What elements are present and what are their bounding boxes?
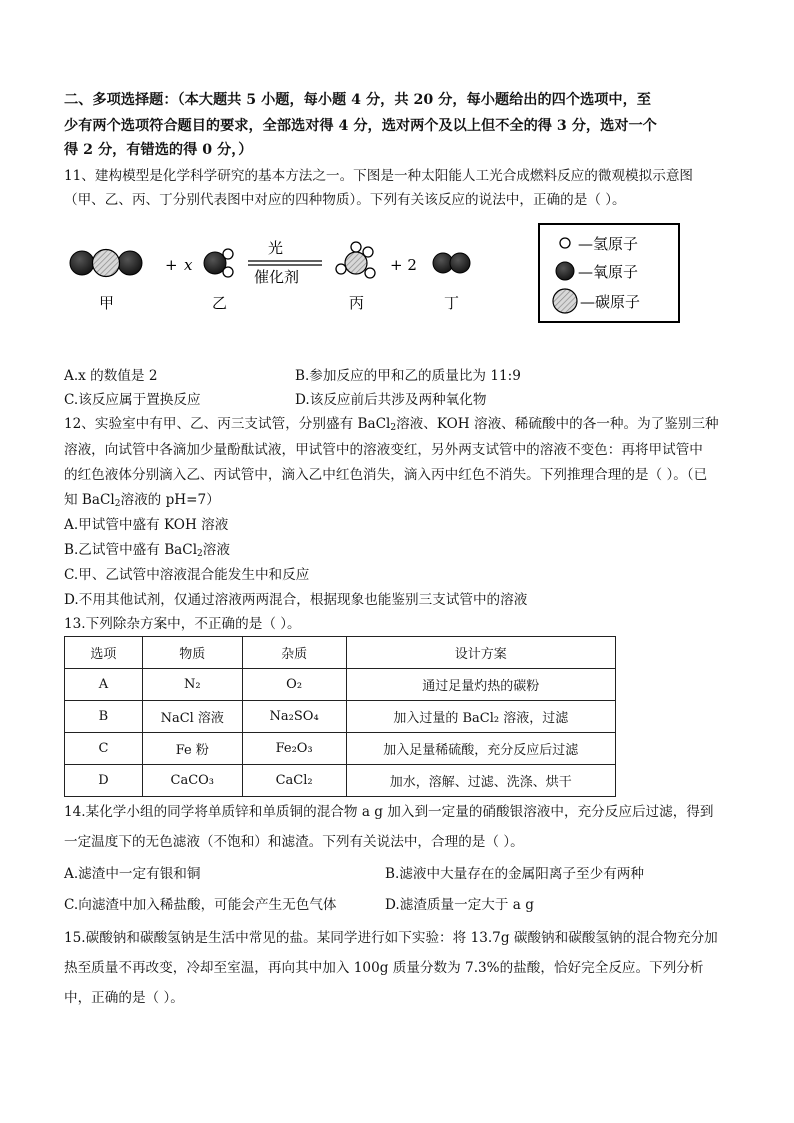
q11-option-a: A.x 的数值是 2 [64,368,158,384]
q12-option-a: A.甲试管中盛有 KOH 溶液 [64,517,229,533]
header-plan: 设计方案 [346,637,615,669]
q14-option-b: B.滤液中大量存在的金属阳离子至少有两种 [385,866,644,882]
section-heading-line-2: 少有两个选项符合题目的要求，全部选对得 4 分，选对两个及以上但不全的得 3 分，选对一个 [64,118,657,134]
atom-legend [539,224,679,322]
molecule-ding-o2 [433,253,470,273]
table-header-row [65,637,616,669]
table-row [65,669,616,701]
plus-two: + 2 [390,256,417,274]
q14-stem-line-2: 一定温度下的无色滤液（不饱和）和滤渣。下列有关说法中，合理的是（ ）。 [64,834,524,850]
table-cell: 通过足量灼热的碳粉 [346,669,615,701]
header-option: 选项 [65,637,143,669]
table-cell: Fe 粉 [142,733,242,765]
label-ding: 丁 [444,294,460,312]
table-cell: A [65,669,143,701]
q12-stem-line-2: 溶液，向试管中各滴加少量酚酞试液，甲试管中的溶液变红，另外两支试管中的溶液不变色：再将甲试管中 [64,442,703,458]
label-jia: 甲 [99,294,115,312]
q15-stem-line-3: 中，正确的是（ ）。 [64,990,184,1006]
molecule-bing [336,242,375,278]
table-row [65,733,616,765]
q11-option-b: B.参加反应的甲和乙的质量比为 11:9 [295,368,521,384]
table-cell: O₂ [242,669,346,701]
table-row [65,765,616,797]
plus-sign: + [165,256,178,274]
carbon-atom-icon [553,289,577,313]
condition-catalyst: 催化剂 [254,268,300,286]
table-cell: Fe₂O₃ [242,733,346,765]
q15-stem-line-2: 热至质量不再改变，冷却至室温，再向其中加入 100g 质量分数为 7.3%的盐酸，恰好完全反应。下列分析 [64,960,704,976]
q14-option-d: D.滤渣质量一定大于 a g [385,897,534,913]
molecule-yi-h2o [204,249,233,277]
table-cell: 加入足量稀硫酸，充分反应后过滤 [346,733,615,765]
section-heading-line-1: 二、多项选择题：（本大题共 5 小题，每小题 4 分，共 20 分，每小题给出的四个选项中，至 [64,92,651,108]
oxygen-atom-icon [556,262,574,280]
q13-stem: 13.下列除杂方案中，不正确的是（ ）。 [64,616,301,632]
table-cell: 加入过量的 BaCl₂ 溶液，过滤 [346,701,615,733]
q14-stem-line-1: 14.某化学小组的同学将单质锌和单质铜的混合物 a g 加入到一定量的硝酸银溶液中，充分反应后过滤，得到 [64,804,714,820]
legend-hydrogen: —氢原子 [578,235,639,253]
legend-carbon: —碳原子 [580,293,641,311]
table-cell: 加水，溶解、过滤、洗涤、烘干 [346,765,615,797]
table-cell: B [65,701,143,733]
q11-stem-line-2: （甲、乙、丙、丁分别代表图中对应的四种物质）。下列有关该反应的说法中，正确的是（ ）。 [64,192,626,208]
q12-stem-line-3: 的红色液体分别滴入乙、丙试管中，滴入乙中红色消失，滴入丙中红色不消失。下列推理合理的是（ ）。（已 [64,467,708,483]
coefficient-x: x [184,256,193,274]
table-cell: Na₂SO₄ [242,701,346,733]
q12-option-d: D.不用其他试剂，仅通过溶液两两混合，根据现象也能鉴别三支试管中的溶液 [64,592,528,608]
q12-stem-line-4: 知 BaCl$_2$溶液的 pH=7） [64,492,220,509]
q13-table [64,636,616,797]
legend-oxygen: —氧原子 [578,263,639,281]
label-yi: 乙 [212,294,228,312]
q11-stem-line-1: 11、建构模型是化学科学研究的基本方法之一。下图是一种太阳能人工光合成燃料反应的微观模拟示意图 [64,168,694,184]
table-cell: D [65,765,143,797]
q12-option-c: C.甲、乙试管中溶液混合能发生中和反应 [64,567,310,583]
q14-option-a: A.滤渣中一定有银和铜 [64,866,201,882]
table-cell: C [65,733,143,765]
condition-light: 光 [268,239,284,257]
header-impurity: 杂质 [242,637,346,669]
q11-option-c: C.该反应属于置换反应 [64,392,201,408]
table-row [65,701,616,733]
q15-stem-line-1: 15.碳酸钠和碳酸氢钠是生活中常见的盐。某同学进行如下实验：将 13.7g 碳酸钠和碳酸氢钠的混合物充分加 [64,930,718,946]
reaction-arrow [248,239,322,286]
section-heading-line-3: 得 2 分，有错选的得 0 分，） [64,142,253,158]
table-cell: N₂ [142,669,242,701]
q11-option-d: D.该反应前后共涉及两种氧化物 [295,392,487,408]
table-cell: CaCl₂ [242,765,346,797]
molecule-jia-co2 [70,250,142,277]
q14-option-c: C.向滤渣中加入稀盐酸，可能会产生无色气体 [64,897,337,913]
table-cell: NaCl 溶液 [142,701,242,733]
q12-stem-line-1: 12、实验室中有甲、乙、丙三支试管，分别盛有 BaCl$_2$溶液、KOH 溶液、稀硫酸中的各一种。为了鉴别三种 [64,416,719,433]
hydrogen-atom-icon [560,238,570,248]
q12-option-b: B.乙试管中盛有 BaCl$_2$溶液 [64,542,230,559]
table-cell: CaCO₃ [142,765,242,797]
reaction-diagram [60,218,700,328]
label-bing: 丙 [349,294,365,312]
header-substance: 物质 [142,637,242,669]
